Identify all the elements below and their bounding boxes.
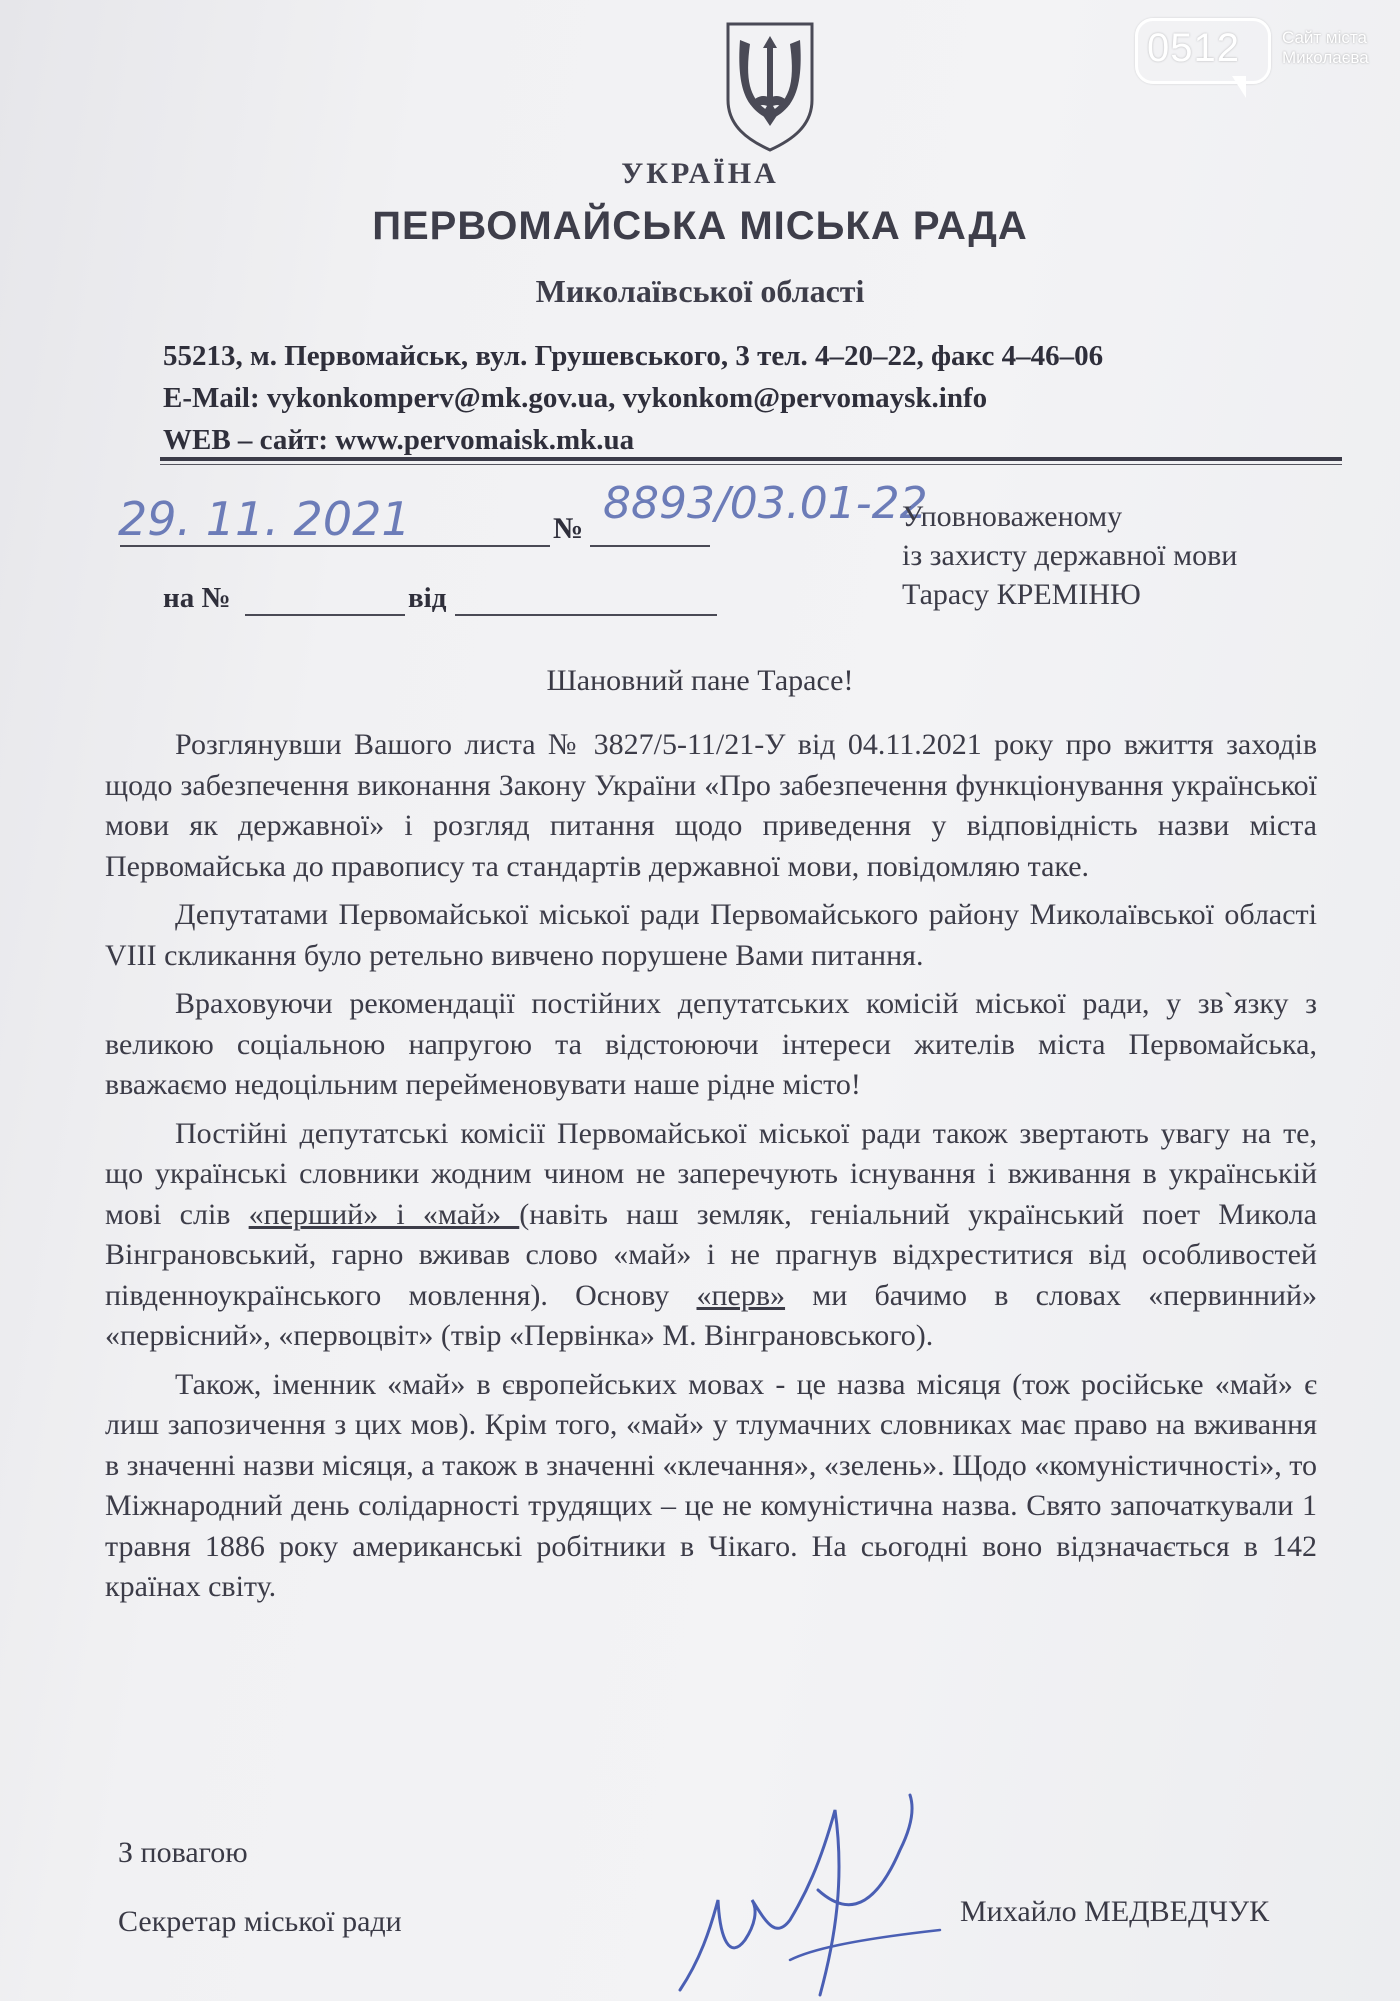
header-divider bbox=[160, 457, 1342, 461]
number-line bbox=[590, 545, 710, 547]
site-logo-number: 0512 bbox=[1147, 26, 1240, 70]
handwritten-number: 8893/03.01-22 bbox=[603, 478, 928, 529]
region-title: Миколаївської області bbox=[535, 273, 865, 309]
underlined-root: «перв» bbox=[696, 1278, 786, 1312]
paragraph-2: Депутатами Первомайської міської ради Первомайського району Миколаївської області VIII скликання було ретельно вивчено порушене Вами питання. bbox=[105, 898, 1317, 972]
paragraph-5: Також, іменник «май» в європейських мовах - це назва місяця (тож російське «май» є лиш запозичення з цих мов). Крім того, «май» у тлумачних словниках має право на вживання в значенні назви місяця, а також в значенні «клечання», «зелень». Щодо «комуністичності», то Міжнародний день солідарності трудящих – це не комуністична назва. Свято започаткували 1 травня 1886 року американські робітники в Чікаго. На сьогодні воно відзначається в 142 країнах світу. bbox=[105, 1367, 1317, 1603]
from-label: від bbox=[408, 582, 447, 614]
signer-position: Секретар міської ради bbox=[118, 1905, 402, 1938]
recipient-line-1: Уповноваженому bbox=[902, 500, 1123, 533]
paragraph-4: Постійні депутатські комісії Первомайської міської ради також звертають увагу на те, що українські словники жодним чином не заперечують існування і вживання в українській мові слів «перший» і «май» (навіть наш земляк, геніальний український поет Микола Вінграновський, гарно вживав слово «май» і не прагнув відхреститися від особливостей південноукраїнського мовлення). Основу «перв» ми бачимо в словах «первинний» «первісний», «первоцвіт» (твір «Первінка» М. Вінграновського). bbox=[105, 1116, 1317, 1352]
site-caption-2: Миколаєва bbox=[1282, 48, 1369, 67]
site-caption-1: Сайт міста bbox=[1282, 28, 1367, 47]
signature bbox=[640, 1770, 1000, 2001]
site-logo-tail bbox=[1232, 76, 1246, 98]
reply-date-line bbox=[455, 614, 717, 616]
signer-name: Михайло МЕДВЕДЧУК bbox=[960, 1895, 1270, 1928]
reply-label: на № bbox=[163, 582, 231, 614]
handwritten-date: 29. 11. 2021 bbox=[118, 492, 411, 546]
email-line: E-Mail: vykonkomperv@mk.gov.ua, vykonkom@pervomaysk.info bbox=[163, 382, 988, 414]
recipient-line-3: Тарасу КРЕМІНЮ bbox=[902, 578, 1141, 611]
paragraph-1: Розглянувши Вашого листа № 3827/5-11/21-У від 04.11.2021 року про вжиття заходів щодо забезпечення виконання Закону України «Про забезпечення функціонування української мови як державної» і розгляд питання щодо приведення у відповідність назви міста Первомайська до правопису та стандартів державної мови, повідомляю таке. bbox=[105, 728, 1317, 883]
council-title: ПЕРВОМАЙСЬКА МІСЬКА РАДА bbox=[372, 204, 1028, 248]
country-title: УКРАЇНА bbox=[621, 157, 779, 190]
coat-of-arms-icon bbox=[720, 18, 820, 153]
regards: З повагою bbox=[118, 1836, 248, 1869]
reply-number-line bbox=[245, 614, 405, 616]
underlined-words: «перший» і «май» bbox=[248, 1197, 520, 1231]
recipient-line-2: із захисту державної мови bbox=[902, 539, 1238, 572]
paragraph-3: Враховуючи рекомендації постійних депутатських комісій міської ради, у зв`язку з великою соціальною напругою та відстоюючи інтереси жителів міста Первомайська, вважаємо недоцільним перейменовувати наше рідне місто! bbox=[105, 987, 1317, 1101]
salutation: Шановний пане Тарасе! bbox=[546, 664, 854, 697]
number-sign: № bbox=[553, 512, 584, 545]
header-divider-thin bbox=[160, 464, 1342, 465]
letter-body bbox=[105, 725, 1317, 1608]
web-line: WEB – сайт: www.pervomaisk.mk.ua bbox=[163, 424, 635, 456]
address-line: 55213, м. Первомайськ, вул. Грушевського, 3 тел. 4–20–22, факс 4–46–06 bbox=[163, 340, 1104, 372]
